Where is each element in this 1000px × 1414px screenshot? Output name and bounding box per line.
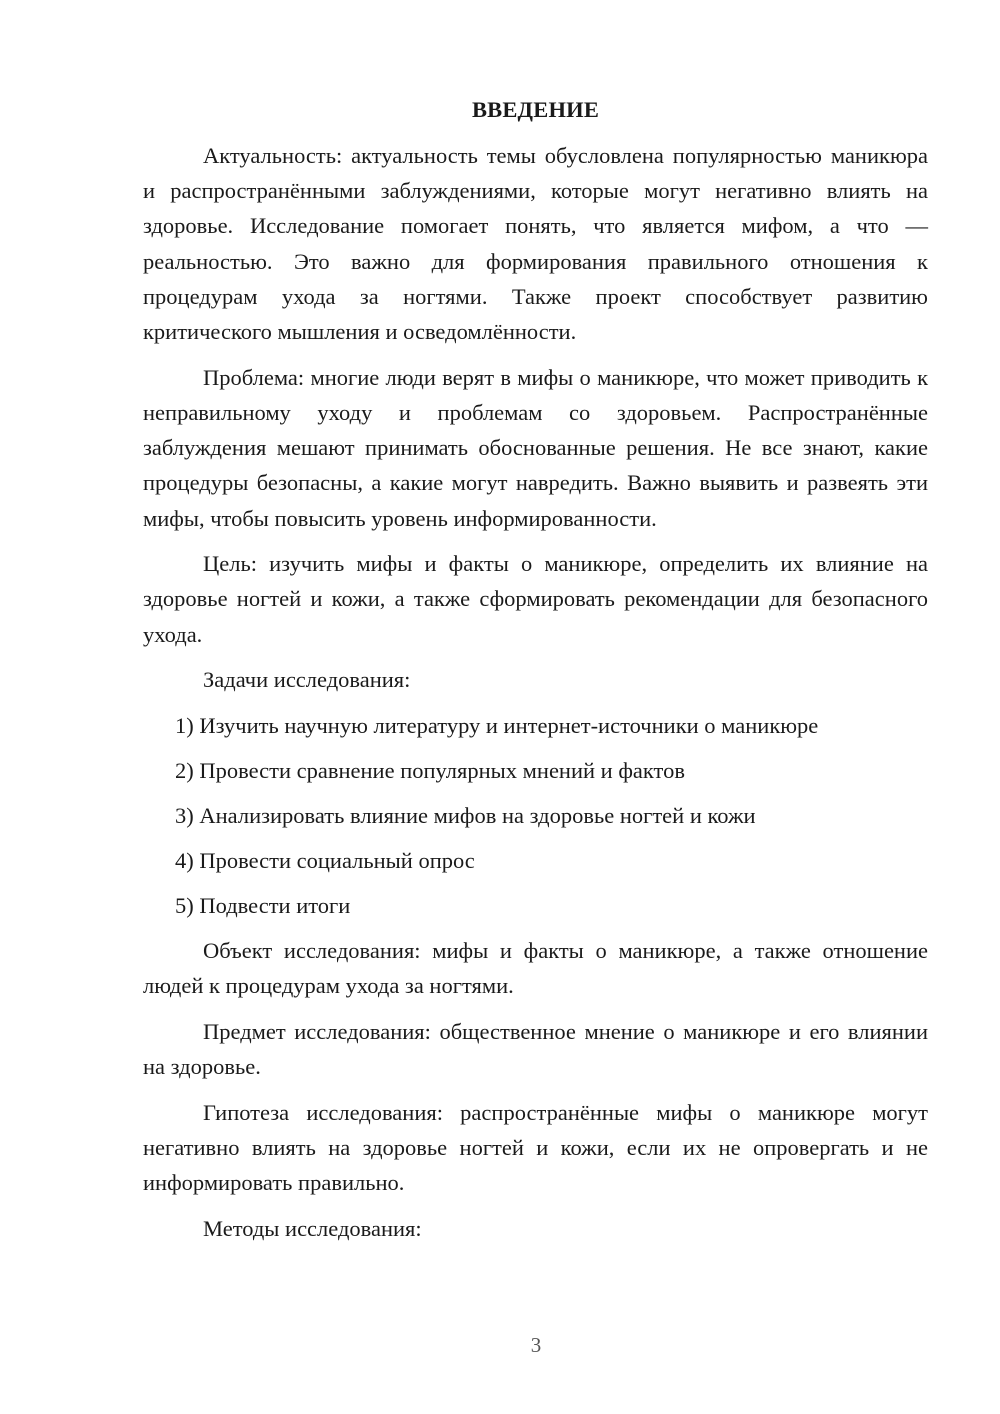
task-list-item: 5) Подвести итоги bbox=[175, 893, 351, 919]
task-list-item: 1) Изучить научную литературу и интернет-источники о маникюре bbox=[175, 713, 819, 739]
task-list-item: 3) Анализировать влияние мифов на здоровье ногтей и кожи bbox=[175, 803, 756, 829]
problem-paragraph: Проблема: многие люди верят в мифы о маникюре, что может приводить к неправильному уходу и проблемам со здоровьем. Распространённые заблуждения мешают принимать обоснованные решения. Не все знают, какие процедуры безопасны, а какие могут навредить. Важно выявить и развеять эти мифы, чтобы повысить уровень информированности. bbox=[143, 364, 928, 531]
hypothesis-paragraph: Гипотеза исследования: распространённые мифы о маникюре могут негативно влиять на здоровье ногтей и кожи, если их не опровергать и не информировать правильно. bbox=[143, 1099, 928, 1196]
goal-paragraph: Цель: изучить мифы и факты о маникюре, определить их влияние на здоровье ногтей и кожи, а также сформировать рекомендации для безопасного ухода. bbox=[143, 551, 928, 647]
subject-paragraph: Предмет исследования: общественное мнение о маникюре и его влиянии на здоровье. bbox=[143, 1018, 928, 1080]
task-list-item: 2) Провести сравнение популярных мнений и фактов bbox=[175, 758, 685, 784]
relevance-paragraph: Актуальность: актуальность темы обусловлена популярностью маникюра и распространёнными заблуждениями, которые могут негативно влиять на здоровье. Исследование помогает понять, что является мифом, а что — реальностью. Это важно для формирования правильного отношения к процедурам ухода за ногтями. Также проект способствует развитию критического мышления и осведомлённости. bbox=[143, 143, 928, 345]
page-title: ВВЕДЕНИЕ bbox=[471, 97, 600, 122]
tasks-label: Задачи исследования: bbox=[203, 667, 411, 693]
methods-label: Методы исследования: bbox=[203, 1215, 422, 1241]
page-number: 3 bbox=[530, 1333, 542, 1357]
page-content bbox=[143, 92, 928, 1257]
object-paragraph: Объект исследования: мифы и факты о маникюре, а также отношение людей к процедурам ухода за ногтями. bbox=[143, 938, 928, 999]
task-list-item: 4) Провести социальный опрос bbox=[175, 848, 475, 874]
